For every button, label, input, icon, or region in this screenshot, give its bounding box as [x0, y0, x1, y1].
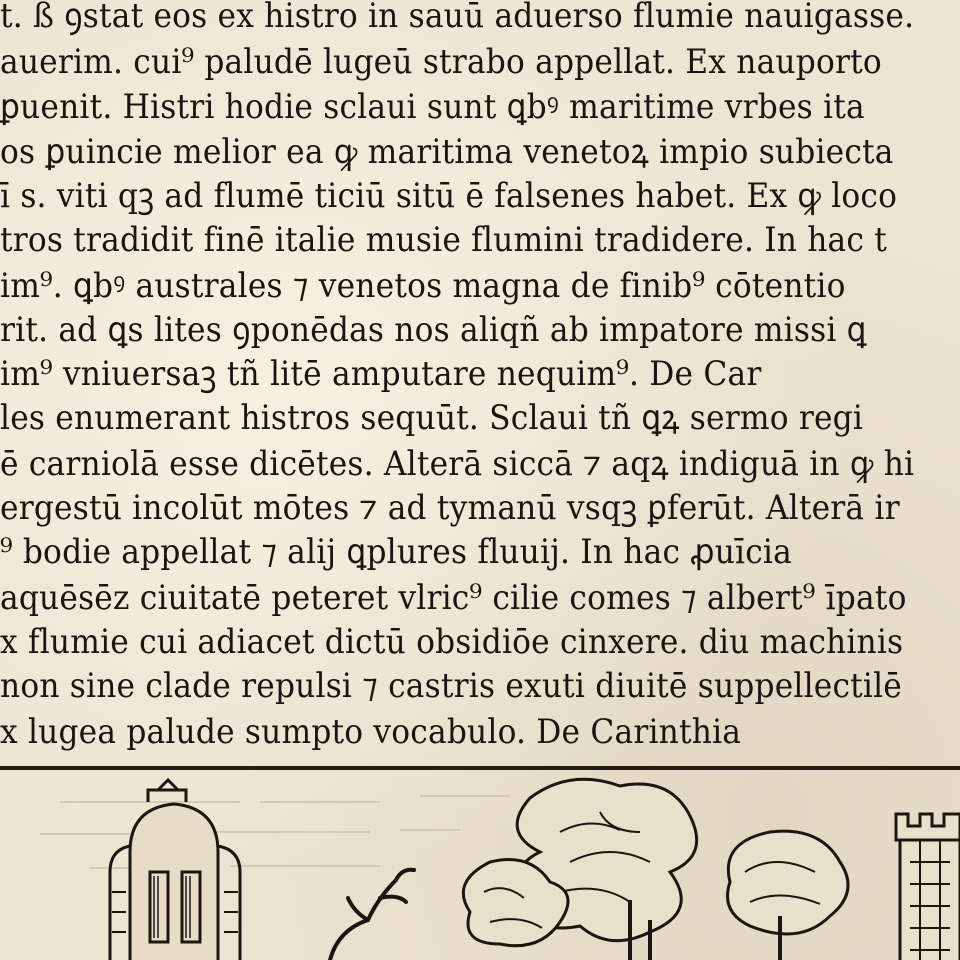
- trees-cluster: [463, 779, 848, 960]
- text-line: os ꝑuincie melior ea ꝙ maritima venetoꝝ impio subiecta: [0, 132, 894, 172]
- text-line: non sine clade repulsi ⁊ castris exuti diuitē suppellectilē: [0, 666, 903, 706]
- text-line: ē carniolā esse dicētes. Alterā siccā ⁊ aqꝝ indiguā in ꝙ hi: [0, 444, 915, 484]
- tower-building: [110, 780, 240, 960]
- castle-tower: [896, 814, 960, 960]
- text-line: les enumerant histros sequūt. Sclaui tñ ꝗꝝ sermo regi: [0, 398, 864, 438]
- antler-figure: [330, 870, 414, 960]
- text-line: ⁹ bodie appellat ⁊ alij ꝗplures fluuij. In hac ꝓuīcia: [0, 532, 792, 572]
- text-line: im⁹ vniuersaꝫ tñ litē amputare nequim⁹. De Car: [0, 354, 762, 394]
- text-line: ergestū incolūt mōtes ⁊ ad tymanū vsqꝫ ꝑferūt. Alterā ir: [0, 488, 900, 528]
- text-line: aquēsēz ciuitatē peteret vlric⁹ cilie comes ⁊ albert⁹ īpato: [0, 578, 907, 618]
- text-line: im⁹. ꝗbꝰ australes ⁊ venetos magna de finib⁹ cōtentio: [0, 266, 846, 306]
- text-line: ꝑuenit. Histri hodie sclaui sunt ꝗbꝰ maritime vrbes ita: [0, 87, 865, 127]
- text-line: x flumie cui adiacet dictū obsidiōe cinxere. diu machinis: [0, 622, 904, 662]
- text-line: t. ß ꝯstat eos ex histro in sauū aduerso flumie nauigasse.: [0, 0, 915, 36]
- text-line: x lugea palude sumpto vocabulo. De Carinthia: [0, 712, 742, 752]
- text-line: auerim. cui⁹ paludē lugeū strabo appellat. Ex nauporto: [0, 42, 882, 82]
- text-line: rit. ad ꝗs lites ꝯponēdas nos aliqñ ab impatore missi ꝗ: [0, 310, 867, 350]
- text-line: ī s. viti qꝫ ad flumē ticiū sitū ē falsenes habet. Ex ꝙ loco: [0, 176, 898, 216]
- woodcut-illustration: [0, 772, 960, 960]
- divider-rule: [0, 766, 960, 770]
- show-through-marks: [40, 796, 510, 868]
- text-line: tros tradidit finē italie musie flumini tradidere. In hac t: [0, 220, 887, 260]
